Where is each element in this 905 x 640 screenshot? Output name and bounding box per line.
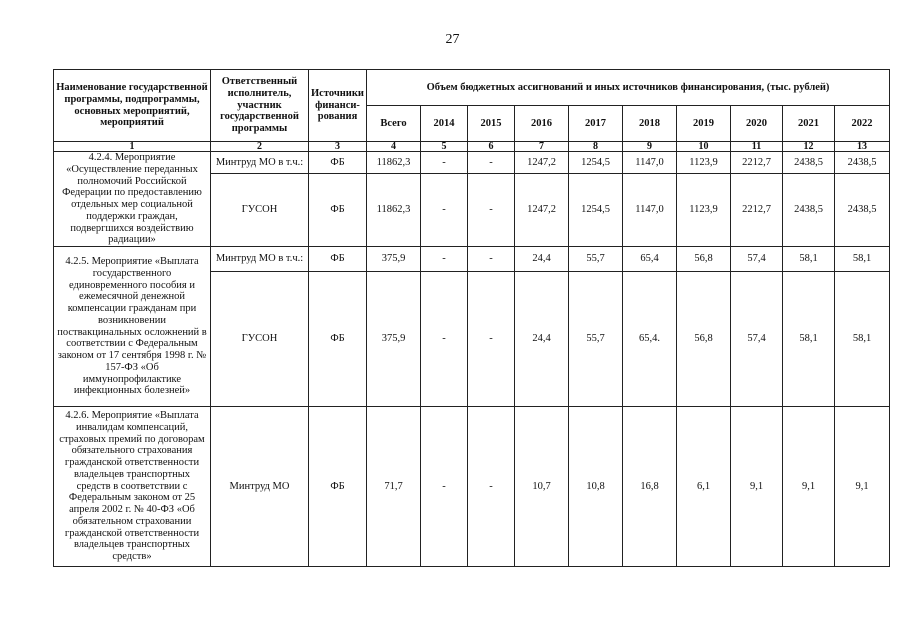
value-cell: 2212,7	[731, 152, 783, 174]
value-cell: 6,1	[677, 407, 731, 567]
column-number: 8	[569, 142, 623, 152]
value-cell: 71,7	[367, 407, 421, 567]
source-cell: ФБ	[309, 272, 367, 407]
value-cell: -	[421, 174, 468, 247]
value-cell: 1147,0	[623, 174, 677, 247]
column-number-row	[54, 142, 890, 152]
column-number: 1	[54, 142, 211, 152]
value-cell: 56,8	[677, 247, 731, 272]
column-number: 2	[211, 142, 309, 152]
source-cell: ФБ	[309, 407, 367, 567]
page-number: 27	[445, 32, 460, 47]
column-number: 7	[515, 142, 569, 152]
value-cell: 11862,3	[367, 152, 421, 174]
value-cell: 375,9	[367, 272, 421, 407]
measure-name: 4.2.4. Мероприятие «Осуществление переданных полномочий Российской Федерации по предоставлению отдельных мер социальной поддержки граждан, подвергшихся воздействию радиации»	[54, 152, 211, 247]
value-cell: 1123,9	[677, 174, 731, 247]
value-cell: 1254,5	[569, 174, 623, 247]
header-year: 2018	[623, 106, 677, 142]
table-row	[54, 247, 890, 272]
column-number: 11	[731, 142, 783, 152]
value-cell: 58,1	[835, 272, 890, 407]
column-number: 5	[421, 142, 468, 152]
source-cell: ФБ	[309, 174, 367, 247]
value-cell: 1254,5	[569, 152, 623, 174]
column-number: 3	[309, 142, 367, 152]
value-cell: 9,1	[835, 407, 890, 567]
header-year: 2016	[515, 106, 569, 142]
responsible-cell: ГУСОН	[211, 272, 309, 407]
value-cell: 10,7	[515, 407, 569, 567]
header-year: 2015	[468, 106, 515, 142]
responsible-cell: ГУСОН	[211, 174, 309, 247]
responsible-cell: Минтруд МО	[211, 407, 309, 567]
value-cell: 24,4	[515, 247, 569, 272]
source-cell: ФБ	[309, 247, 367, 272]
value-cell: 24,4	[515, 272, 569, 407]
column-number: 9	[623, 142, 677, 152]
header-total: Всего	[367, 106, 421, 142]
value-cell: -	[468, 272, 515, 407]
measure-name: 4.2.5. Мероприятие «Выплата государственного единовременного пособия и ежемесячной денежной компенсации гражданам при возникновении поствакцинальных осложнений в соответствии с Федеральным законом от 17 сентября 1998 г. № 157-ФЗ «Об иммунопрофилактике инфекционных болезней»	[54, 247, 211, 407]
value-cell: -	[421, 247, 468, 272]
value-cell: 375,9	[367, 247, 421, 272]
value-cell: 2438,5	[835, 174, 890, 247]
header-year: 2019	[677, 106, 731, 142]
responsible-cell: Минтруд МО в т.ч.:	[211, 152, 309, 174]
value-cell: 2438,5	[783, 152, 835, 174]
value-cell: 9,1	[731, 407, 783, 567]
value-cell: 2212,7	[731, 174, 783, 247]
value-cell: 57,4	[731, 272, 783, 407]
value-cell: 65,4.	[623, 272, 677, 407]
value-cell: -	[468, 152, 515, 174]
header-responsible: Ответственный исполнитель, участник государственной программы	[211, 70, 309, 142]
value-cell: -	[468, 407, 515, 567]
value-cell: 1123,9	[677, 152, 731, 174]
value-cell: 16,8	[623, 407, 677, 567]
value-cell: -	[421, 152, 468, 174]
table-row	[54, 407, 890, 567]
value-cell: 2438,5	[835, 152, 890, 174]
column-number: 6	[468, 142, 515, 152]
measure-name: 4.2.6. Мероприятие «Выплата инвалидам компенсаций, страховых премий по договорам обязательного страхования гражданской ответственности владельцев транспортных средств в соответствии с Федеральным законом от 25 апреля 2002 г. № 40-ФЗ «Об обязательном страховании гражданской ответственности владельцев транспортных средств»	[54, 407, 211, 567]
header-name: Наименование государственной программы, подпрограммы, основных мероприятий, мероприятий	[54, 70, 211, 142]
responsible-cell: Минтруд МО в т.ч.:	[211, 247, 309, 272]
header-volume: Объем бюджетных ассигнований и иных источников финансирования, (тыс. рублей)	[367, 70, 890, 106]
value-cell: 1247,2	[515, 152, 569, 174]
value-cell: 10,8	[569, 407, 623, 567]
value-cell: 56,8	[677, 272, 731, 407]
value-cell: 58,1	[835, 247, 890, 272]
header-year: 2022	[835, 106, 890, 142]
column-number: 10	[677, 142, 731, 152]
value-cell: -	[421, 407, 468, 567]
header-year: 2014	[421, 106, 468, 142]
value-cell: -	[421, 272, 468, 407]
value-cell: 65,4	[623, 247, 677, 272]
value-cell: 55,7	[569, 247, 623, 272]
header-year: 2017	[569, 106, 623, 142]
header-year: 2021	[783, 106, 835, 142]
value-cell: 2438,5	[783, 174, 835, 247]
budget-table	[53, 69, 890, 567]
value-cell: 11862,3	[367, 174, 421, 247]
source-cell: ФБ	[309, 152, 367, 174]
value-cell: 1247,2	[515, 174, 569, 247]
value-cell: 1147,0	[623, 152, 677, 174]
value-cell: 58,1	[783, 247, 835, 272]
header-sources: Источники финанси-рования	[309, 70, 367, 142]
value-cell: -	[468, 247, 515, 272]
value-cell: 9,1	[783, 407, 835, 567]
value-cell: 55,7	[569, 272, 623, 407]
value-cell: 58,1	[783, 272, 835, 407]
header-year: 2020	[731, 106, 783, 142]
value-cell: -	[468, 174, 515, 247]
column-number: 12	[783, 142, 835, 152]
column-number: 4	[367, 142, 421, 152]
column-number: 13	[835, 142, 890, 152]
value-cell: 57,4	[731, 247, 783, 272]
table-row	[54, 152, 890, 174]
